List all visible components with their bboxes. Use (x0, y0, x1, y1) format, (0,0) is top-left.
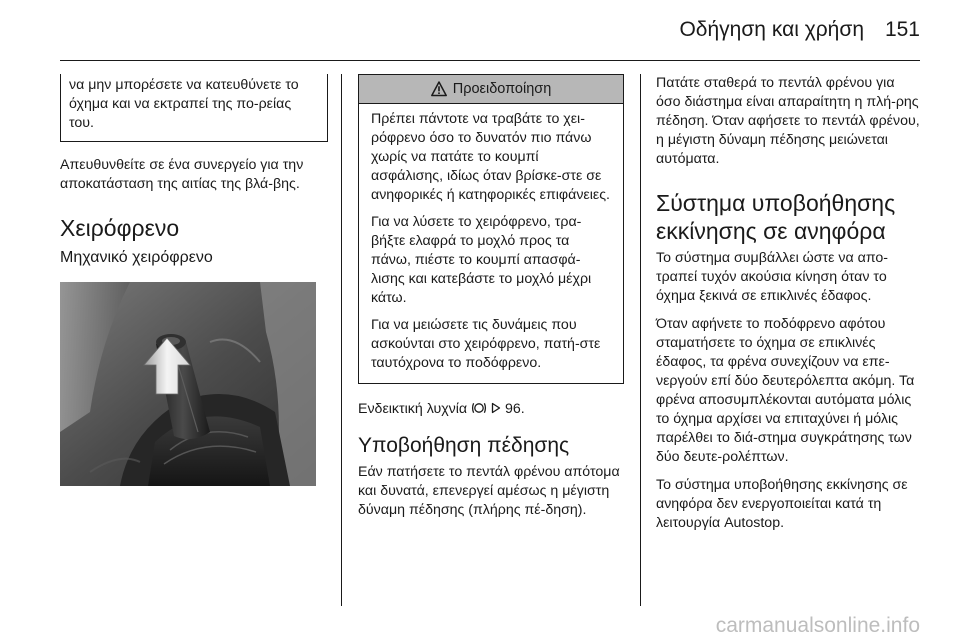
subheading-mechanical-handbrake: Μηχανικό χειρόφρενο (60, 249, 213, 266)
section-heading-brake-assist: Υποβοήθηση πέδησης (358, 434, 570, 457)
warning-paragraph-3: Για να μειώσετε τις δυνάμεις που ασκούνται στο χειρόφρενο, πατή-στε ταυτόχρονα το ποδόφρενο. (371, 317, 601, 371)
indicator-reference: 96. (504, 401, 525, 417)
indicator-prefix: Ενδεικτική λυχνία (358, 401, 468, 417)
right-column (656, 74, 922, 542)
warning-title: Προειδοποίηση (452, 80, 552, 97)
handbrake-illustration (60, 282, 316, 486)
watermark: carmanualsonline.info (715, 614, 920, 637)
indicator-line (358, 400, 624, 419)
reference-triangle-icon (491, 402, 501, 414)
left-column (60, 74, 328, 486)
column-divider-2 (640, 74, 641, 606)
section-heading-hill-start-assist: Σύστημα υποβοήθησης εκκίνησης σε ανηφόρα (656, 190, 896, 244)
section-heading-handbrake: Χειρόφρενο (60, 215, 180, 241)
right-paragraph-2: Το σύστημα συμβάλλει ώστε να απο-τραπεί τυχόν ακούσια κίνηση όταν το όχημα ξεκινά σε επικλινές έδαφος. (656, 250, 889, 304)
right-paragraph-4: Το σύστημα υποβοήθησης εκκίνησης σε ανηφόρα δεν ενεργοποιείται κατά τη λειτουργία Autostop. (656, 477, 908, 531)
warning-paragraph-1: Πρέπει πάντοτε να τραβάτε το χει-ρόφρενο όσο το δυνατόν πιο πάνω χωρίς να πατάτε το κουμπί ασφάλισης, ιδίως όταν βρίσκε-στε σε ανηφορικές ή κατηφορικές επιφάνειες. (371, 111, 610, 203)
left-paragraph: Απευθυνθείτε σε ένα συνεργείο για την αποκατάσταση της αιτίας της βλά-βης. (60, 157, 304, 192)
warning-triangle-icon (431, 81, 447, 97)
warning-body (359, 104, 623, 383)
warning-header (359, 75, 623, 104)
middle-column (358, 74, 624, 529)
note-text: να μην μπορέσετε να κατευθύνετε το όχημα και να εκτραπεί της πο-ρείας του. (69, 77, 299, 131)
header-rule (60, 60, 920, 61)
handbrake-photo (60, 282, 316, 486)
page-header-title: Οδήγηση και χρήση (679, 18, 864, 41)
warning-box (358, 74, 624, 384)
right-paragraph-1: Πατάτε σταθερά το πεντάλ φρένου για όσο διάστημα είναι απαραίτητη η πλή-ρης πέδηση. Όταν αφήσετε το πεντάλ φρένου, η μέγιστη δύναμη πέδησης μειώνεται αυτόματα. (656, 75, 920, 167)
column-divider-1 (341, 74, 342, 606)
right-paragraph-3: Όταν αφήνετε το ποδόφρενο αφότου σταματήσετε το όχημα σε επικλινές έδαφος, τα φρένα συνεχίζουν να επε-νεργούν επί δύο δευτερόλεπτα ακόμη. Τα φρένα αποσυμπλέκονται αυτόματα μόλις το όχημα αρχίσει να επιταχύνει ή μόλις παρέλθει το διά-στημα συγκράτησης των δύο δευτε-ρολέπτων. (656, 316, 915, 465)
brake-assist-paragraph: Εάν πατήσετε το πεντάλ φρένου απότομα και δυνατά, επενεργεί αμέσως η μέγιστη δύναμη πέδησης (πλήρης πέ-δηση). (358, 464, 620, 518)
brake-indicator-icon (471, 401, 487, 415)
page-number: 151 (884, 18, 920, 41)
warning-paragraph-2: Για να λύσετε το χειρόφρενο, τρα-βήξτε ελαφρά το μοχλό προς τα πάνω, πιέστε το κουμπί απασφά-λισης και κατεβάστε το μοχλό μέχρι κάτω. (371, 214, 592, 306)
note-box (60, 74, 328, 142)
